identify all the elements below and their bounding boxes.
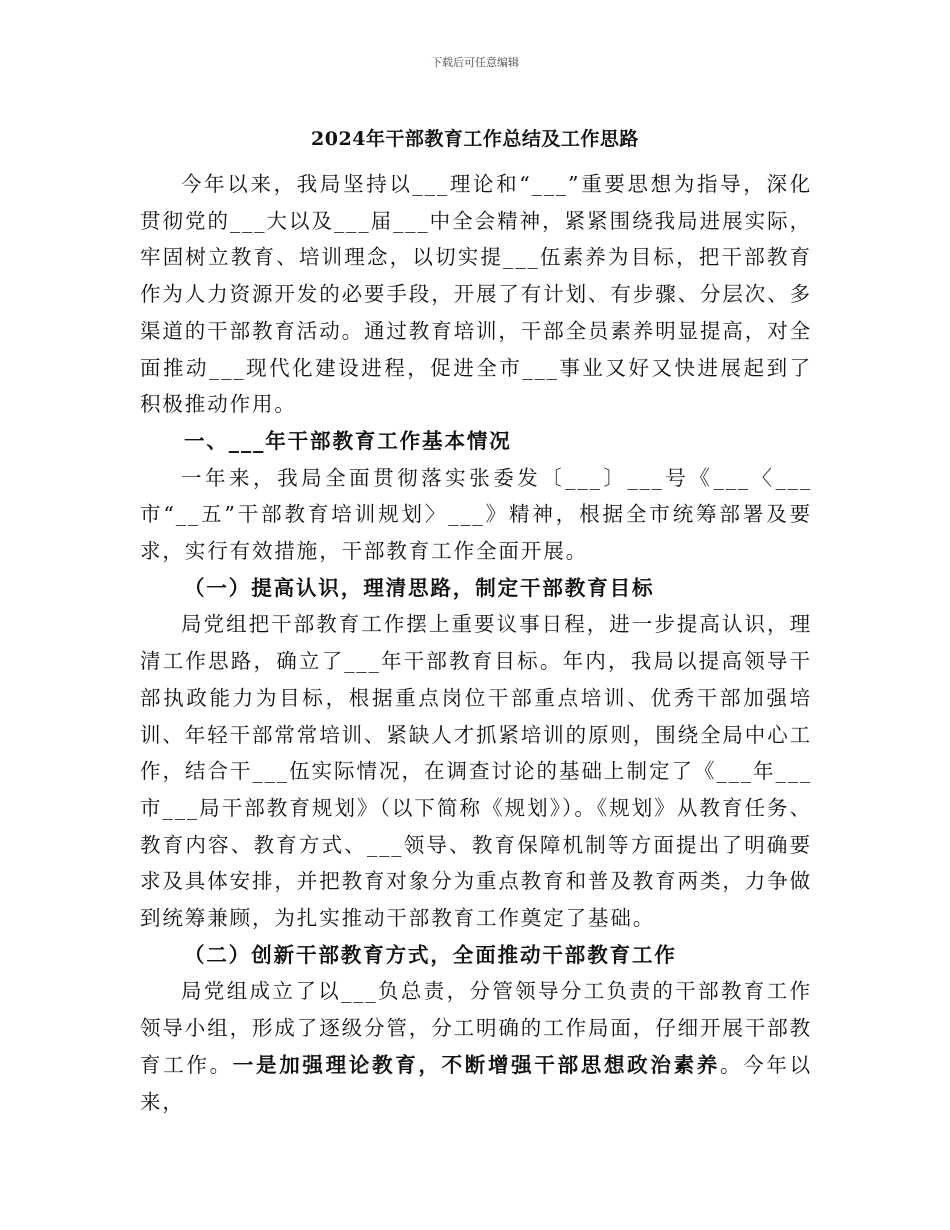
paragraph-text: 局党组成立了以___负总责，分管领导分工负责的干部教育工作领导小组，形成了逐级分管，分工明确的工作局面，仔细开展干部教育工作。 [140, 979, 812, 1077]
section-intro-paragraph: 一年来，我局全面贯彻落实张委发〔___〕___号《___〈___市“__五”干部教育培训规划〉___》精神，根据全市统筹部署及要求，实行有效措施，干部教育工作全面开展。 [140, 465, 812, 564]
subsection-heading-2: （二）创新干部教育方式，全面推动干部教育工作 [184, 942, 677, 967]
download-watermark: 下载后可任意编辑 [431, 56, 519, 69]
section-heading: 一、___年干部教育工作基本情况 [184, 428, 512, 453]
bold-emphasis: 一是加强理论教育，不断增强干部思想政治素养 [232, 1052, 720, 1077]
subsection-heading-1: （一）提高认识，理清思路，制定干部教育目标 [184, 575, 655, 600]
paragraph-text-tail: 。今年以来， [140, 1052, 812, 1114]
subsection-paragraph-2 [140, 973, 812, 1120]
document-body [140, 166, 812, 1120]
document-title: 2024年干部教育工作总结及工作思路 [311, 128, 639, 150]
subsection-paragraph-1: 局党组把干部教育工作摆上重要议事日程，进一步提高认识，理清工作思路，确立了___年干部教育目标。年内，我局以提高领导干部执政能力为目标，根据重点岗位干部重点培训、优秀干部加强培训、年轻干部常常培训、紧缺人才抓紧培训的原则，围绕全局中心工作，结合干___伍实际情况，在调查讨论的基础上制定了《___年___市___局干部教育规划》（以下简称《规划》）。《规划》从教育任务、教育内容、教育方式、___领导、教育保障机制等方面提出了明确要求及具体安排，并把教育对象分为重点教育和普及教育两类，力争做到统筹兼顾，为扎实推动干部教育工作奠定了基础。 [140, 612, 812, 931]
intro-paragraph: 今年以来，我局坚持以___理论和“___”重要思想为指导，深化贯彻党的___大以及___届___中全会精神，紧紧围绕我局进展实际，牢固树立教育、培训理念，以切实提___伍素养为目标，把干部教育作为人力资源开发的必要手段，开展了有计划、有步骤、分层次、多渠道的干部教育活动。通过教育培训，干部全员素养明显提高，对全面推动___现代化建设进程，促进全市___事业又好又快进展起到了积极推动作用。 [140, 172, 812, 417]
